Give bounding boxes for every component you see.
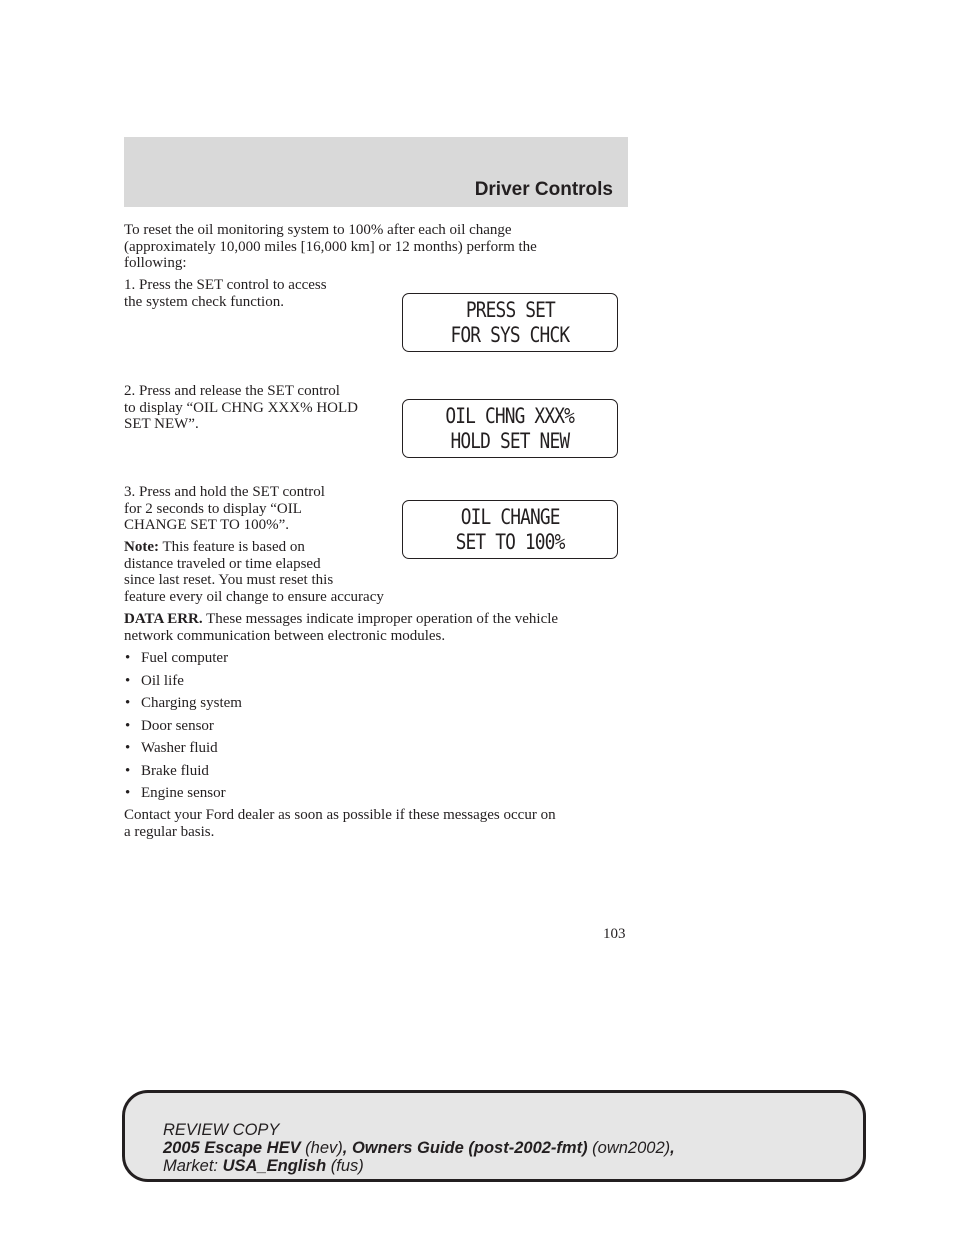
section-title: Driver Controls [474, 179, 613, 200]
display-line: FOR SYS CHCK [450, 322, 570, 347]
display-line: OIL CHANGE [460, 504, 560, 529]
bullet-icon: • [125, 672, 131, 689]
step-line: the system check function. [124, 293, 284, 310]
list-item: • Fuel computer [125, 650, 229, 666]
intro-line: following: [124, 255, 187, 271]
review-copy-footer [122, 1090, 866, 1182]
footer-market: USA_English [222, 1157, 327, 1175]
step-3-text [124, 484, 325, 534]
contact-line: a regular basis. [124, 823, 215, 840]
step-line: SET NEW”. [124, 416, 199, 432]
bullet-icon: • [125, 785, 131, 801]
bullet-icon: • [125, 650, 131, 666]
step-1-text [124, 277, 327, 310]
data-err-line: These messages indicate improper operation of the vehicle [202, 611, 559, 627]
footer-guide: , Owners Guide (post-2002-fmt) [342, 1139, 588, 1157]
step-line: 2. Press and release the SET control [124, 383, 340, 399]
data-err-paragraph [124, 611, 558, 644]
step-line: 3. Press and hold the SET control [124, 484, 325, 500]
footer-guide-code: (own2002) [587, 1139, 671, 1157]
display-line: HOLD SET NEW [450, 428, 570, 453]
footer-market-code: (fus) [326, 1157, 364, 1175]
footer-model: 2005 Escape HEV [163, 1139, 301, 1157]
bullet-list [124, 648, 242, 806]
page-number: 103 [603, 926, 626, 942]
note-line: This feature is based on [158, 539, 305, 555]
bullet-icon: • [125, 762, 131, 779]
bullet-icon: • [125, 695, 131, 711]
display-line: SET TO 100% [455, 529, 565, 554]
bullet-icon: • [125, 717, 131, 734]
step-2-text [124, 383, 358, 433]
display-press-set [402, 293, 618, 352]
step-line: for 2 seconds to display “OIL [124, 500, 302, 517]
review-label: REVIEW COPY [163, 1121, 280, 1139]
display-line: PRESS SET [465, 297, 555, 322]
list-item: • Engine sensor [125, 785, 226, 801]
list-item: • Charging system [125, 695, 242, 711]
list-item: • Brake fluid [125, 762, 209, 779]
contact-paragraph [124, 807, 556, 840]
list-item: • Washer fluid [125, 740, 218, 756]
intro-paragraph [124, 222, 537, 272]
contact-line: Contact your Ford dealer as soon as possible if these messages occur on [124, 807, 556, 823]
footer-comma: , [670, 1139, 675, 1157]
footer-market-label: Market: [163, 1157, 223, 1175]
list-item: • Door sensor [125, 717, 214, 734]
footer-model-code: (hev) [300, 1139, 343, 1157]
note-line: since last reset. You must reset this [124, 572, 334, 588]
display-oil-chng [402, 399, 618, 458]
section-header-band [124, 137, 628, 207]
list-item: • Oil life [125, 672, 184, 689]
note-line: distance traveled or time elapsed [124, 555, 321, 572]
note-paragraph [124, 539, 384, 605]
data-err-line: network communication between electronic modules. [124, 627, 446, 644]
step-line: CHANGE SET TO 100%”. [124, 517, 289, 533]
step-line: to display “OIL CHNG XXX% HOLD [124, 399, 358, 416]
data-err-label: DATA ERR. [124, 611, 203, 627]
intro-line: (approximately 10,000 miles [16,000 km] or 12 months) perform the [124, 238, 537, 255]
step-line: 1. Press the SET control to access [124, 277, 327, 293]
note-line: feature every oil change to ensure accuracy [124, 588, 384, 605]
display-oil-change [402, 500, 618, 559]
display-line: OIL CHNG XXX% [445, 403, 575, 428]
note-label: Note: [124, 539, 159, 555]
bullet-icon: • [125, 740, 131, 756]
intro-line: To reset the oil monitoring system to 100% after each oil change [124, 222, 512, 238]
